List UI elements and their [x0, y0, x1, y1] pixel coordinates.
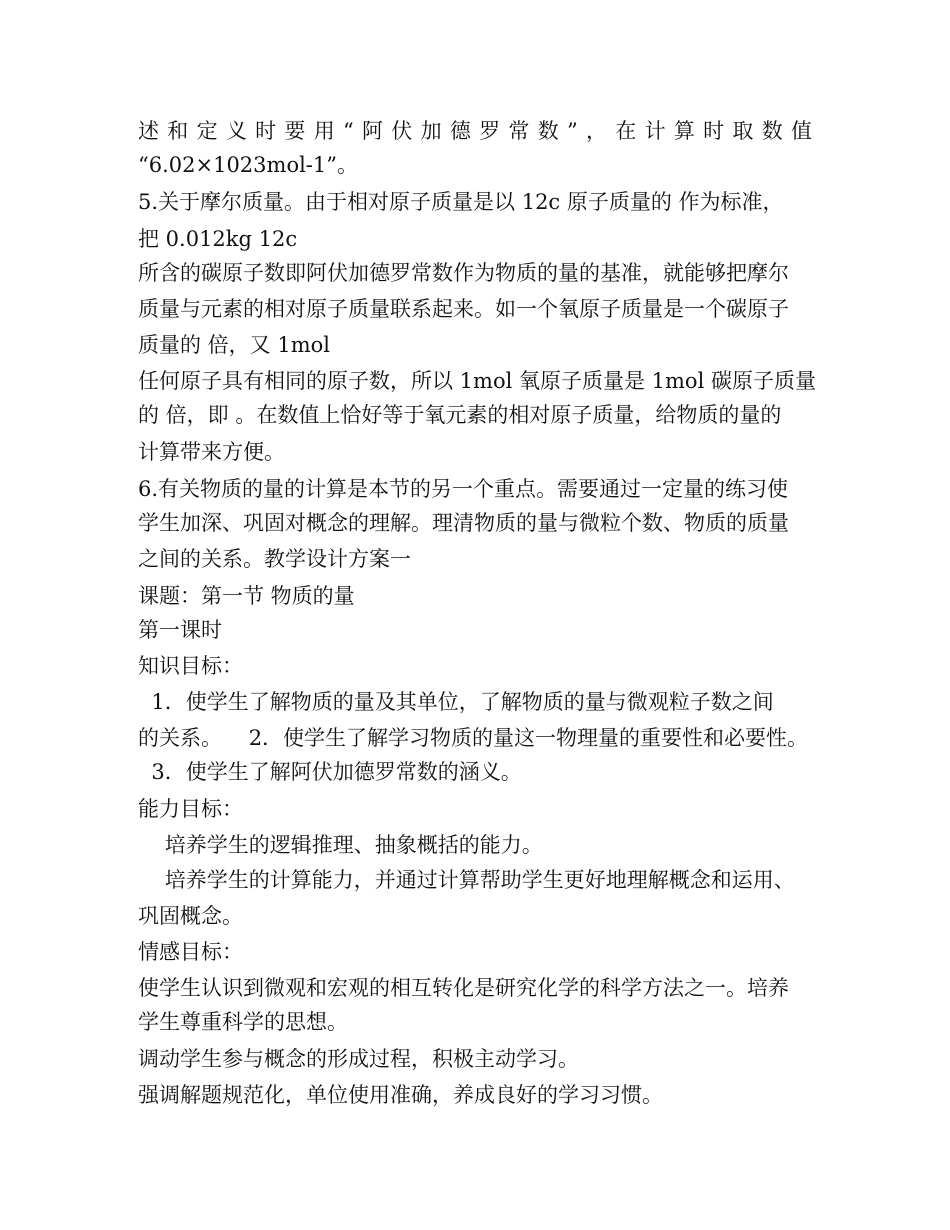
text-line: 述和定义时要用“阿伏加德罗常数”，在计算时取数值 — [138, 119, 812, 143]
text-line: 5.关于摩尔质量。由于相对原子质量是以 12c 原子质量的 作为标准， — [138, 190, 784, 214]
text-line: 课题：第一节 物质的量 — [138, 584, 355, 608]
text-line: 学生加深、巩固对概念的理解。理清物质的量与微粒个数、物质的质量 — [138, 511, 789, 535]
text-line: 使学生认识到微观和宏观的相互转化是研究化学的科学方法之一。培养 — [138, 976, 789, 1000]
text-line: 之间的关系。教学设计方案一 — [138, 547, 411, 571]
text-line: “6.02×1023mol-1”。 — [138, 153, 358, 177]
text-line: 的 倍，即 。在数值上恰好等于氧元素的相对原子质量，给物质的量的 — [138, 403, 782, 427]
text-line: 6.有关物质的量的计算是本节的另一个重点。需要通过一定量的练习使 — [138, 477, 789, 501]
text-line: 巩固概念。 — [138, 904, 243, 928]
text-line: 质量与元素的相对原子质量联系起来。如一个氧原子质量是一个碳原子 — [138, 297, 789, 321]
text-line: 计算带来方便。 — [138, 440, 285, 464]
text-line: 3．使学生了解阿伏加德罗常数的涵义。 — [138, 760, 522, 784]
text-line: 调动学生参与概念的形成过程，积极主动学习。 — [138, 1047, 579, 1071]
text-line: 情感目标： — [138, 940, 243, 964]
text-line: 学生尊重科学的思想。 — [138, 1010, 348, 1034]
text-line: 任何原子具有相同的原子数，所以 1mol 氧原子质量是 1mol 碳原子质量 — [138, 369, 816, 393]
text-line: 强调解题规范化，单位使用准确，养成良好的学习习惯。 — [138, 1083, 663, 1107]
text-line: 1．使学生了解物质的量及其单位，了解物质的量与微观粒子数之间 — [138, 690, 774, 714]
text-line: 能力目标： — [138, 797, 243, 821]
text-line: 培养学生的计算能力，并通过计算帮助学生更好地理解概念和运用、 — [138, 868, 795, 892]
text-line: 知识目标： — [138, 654, 243, 678]
text-line: 培养学生的逻辑推理、抽象概括的能力。 — [138, 833, 543, 857]
text-line: 把 0.012kg 12c — [138, 227, 298, 251]
text-line: 质量的 倍，又 1mol — [138, 333, 330, 357]
text-line: 所含的碳原子数即阿伏加德罗常数作为物质的量的基准，就能够把摩尔 — [138, 261, 789, 285]
text-line: 第一课时 — [138, 618, 222, 642]
text-line: 的关系。 2．使学生了解学习物质的量这一物理量的重要性和必要性。 — [138, 726, 809, 750]
